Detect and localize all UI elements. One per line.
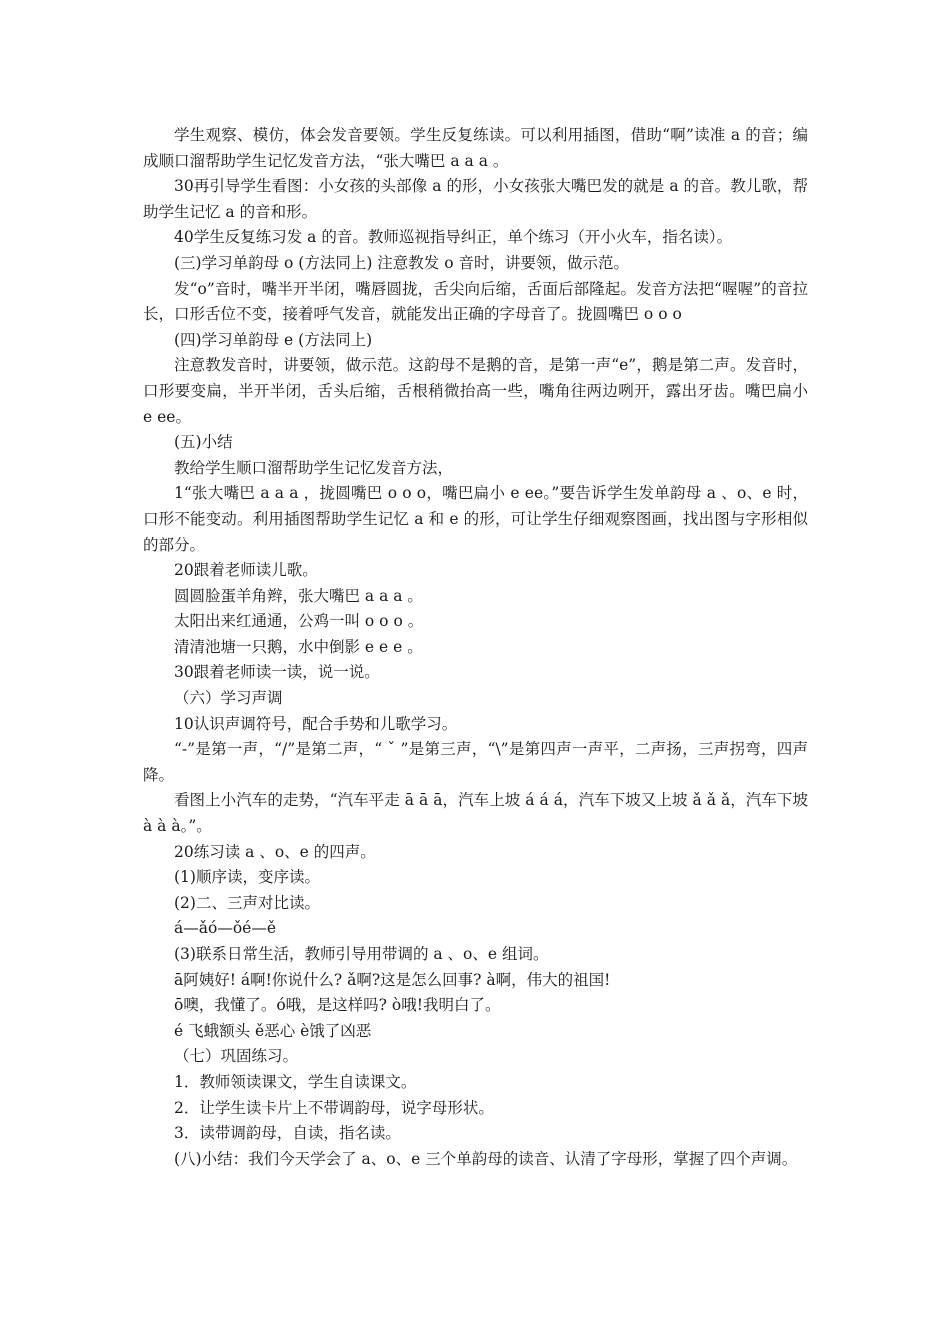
paragraph-read-and-say: 30跟着老师读一读，说一说。 — [174, 663, 380, 682]
rhyme-line-a: 圆圆脸蛋羊角辫，张大嘴巴 a a a 。 — [174, 586, 423, 605]
paragraph-practice-reading: 学生观察、模仿，体会发音要领。学生反复练读。可以利用插图，借助“啊”读准 a 的音；编成顺口溜帮助学生记忆发音方法，“张大嘴巴 a a a 。 — [143, 126, 808, 170]
paragraph-rhyme-1: 1“张大嘴巴 a a a ，拢圆嘴巴 o o o，嘴巴扁小 e ee。”要告诉学生发单韵母 a 、o、e 时，口形不能变动。利用插图帮助学生记忆 a 和 e 的形，可让学生仔细观察图画，找出图与字形相似的部分。 — [143, 484, 808, 554]
paragraph-pronounce-e: 注意教发音时，讲要领，做示范。这韵母不是鹅的音，是第一声“e”，鹅是第二声。发音时，口形要变扁，半开半闭，舌头后缩，舌根稍微抬高一些，嘴角往两边咧开，露出牙齿。嘴巴扁小 e ee。 — [143, 356, 808, 426]
heading-learn-o: (三)学习单韵母 o (方法同上) 注意教发 o 音时，讲要领，做示范。 — [174, 253, 629, 272]
paragraph-look-at-picture: 30再引导学生看图：小女孩的头部像 a 的形，小女孩张大嘴巴发的就是 a 的音。教儿歌，帮助学生记忆 a 的音和形。 — [143, 177, 808, 221]
paragraph-tone-pairs: á—ǎó—ǒé—ě — [174, 919, 276, 938]
rhyme-line-e: 清清池塘一只鹅，水中倒影 e e e 。 — [174, 637, 423, 656]
heading-learn-e: (四)学习单韵母 e (方法同上) — [174, 330, 373, 349]
rhyme-line-o: 太阳出来红通通，公鸡一叫 o o o 。 — [174, 612, 424, 631]
paragraph-car-tones: 看图上小汽车的走势，“汽车平走 ā ā ā，汽车上坡 á á á，汽车下坡又上坡 ǎ ǎ ǎ，汽车下坡 à à à。”。 — [143, 791, 808, 836]
paragraph-daily-life: (3)联系日常生活，教师引导用带调的 a 、o、e 组词。 — [174, 945, 549, 963]
paragraph-rhyme-intro: 教给学生顺口溜帮助学生记忆发音方法， — [174, 458, 454, 477]
heading-summary: (五)小结 — [174, 433, 233, 452]
paragraph-tone-rhyme: “-”是第一声，“/”是第二声，“ ˇ ”是第三声，“\”是第四声一声平，二声扬，三声拐弯，四声降。 — [143, 740, 808, 784]
example-line-a: ā阿姨好! á啊!你说什么? ǎ啊?这是怎么回事? à啊，伟大的祖国! — [174, 970, 611, 989]
example-line-e: é 飞蛾额头 ě恶心 è饿了凶恶 — [174, 1021, 372, 1040]
heading-consolidation: （七）巩固练习。 — [174, 1047, 299, 1066]
paragraph-tone-marks: 10认识声调符号，配合手势和儿歌学习。 — [174, 714, 458, 733]
exercise-item-3: 3．读带调韵母，自读，指名读。 — [174, 1124, 401, 1143]
paragraph-compare-tones: (2)二、三声对比读。 — [174, 893, 320, 912]
paragraph-pronounce-o: 发“o”音时，嘴半开半闭，嘴唇圆拢，舌尖向后缩，舌面后部隆起。发音方法把“喔喔”的音拉长，口形舌位不变，接着呼气发音，就能发出正确的字母音了。拢圆嘴巴 o o o — [143, 279, 808, 324]
paragraph-follow-teacher: 20跟着老师读儿歌。 — [174, 561, 318, 580]
heading-learn-tones: （六）学习声调 — [174, 689, 283, 708]
exercise-item-1: 1．教师领读课文，学生自读课文。 — [174, 1072, 417, 1091]
exercise-item-2: 2．让学生读卡片上不带调韵母，说字母形状。 — [174, 1098, 494, 1117]
document-body — [143, 123, 808, 1172]
paragraph-practice-four-tones: 20练习读 a 、o、e 的四声。 — [174, 842, 376, 861]
paragraph-order-reading: (1)顺序读，变序读。 — [174, 868, 320, 887]
paragraph-final-summary: (八)小结：我们今天学会了 a、o、e 三个单韵母的读音、认清了字母形，掌握了四个声调。 — [174, 1149, 798, 1168]
example-line-o: ō噢，我懂了。ó哦，是这样吗? ò哦!我明白了。 — [174, 996, 501, 1015]
paragraph-repeat-a: 40学生反复练习发 a 的音。教师巡视指导纠正，单个练习（开小火车，指名读）。 — [174, 228, 733, 247]
